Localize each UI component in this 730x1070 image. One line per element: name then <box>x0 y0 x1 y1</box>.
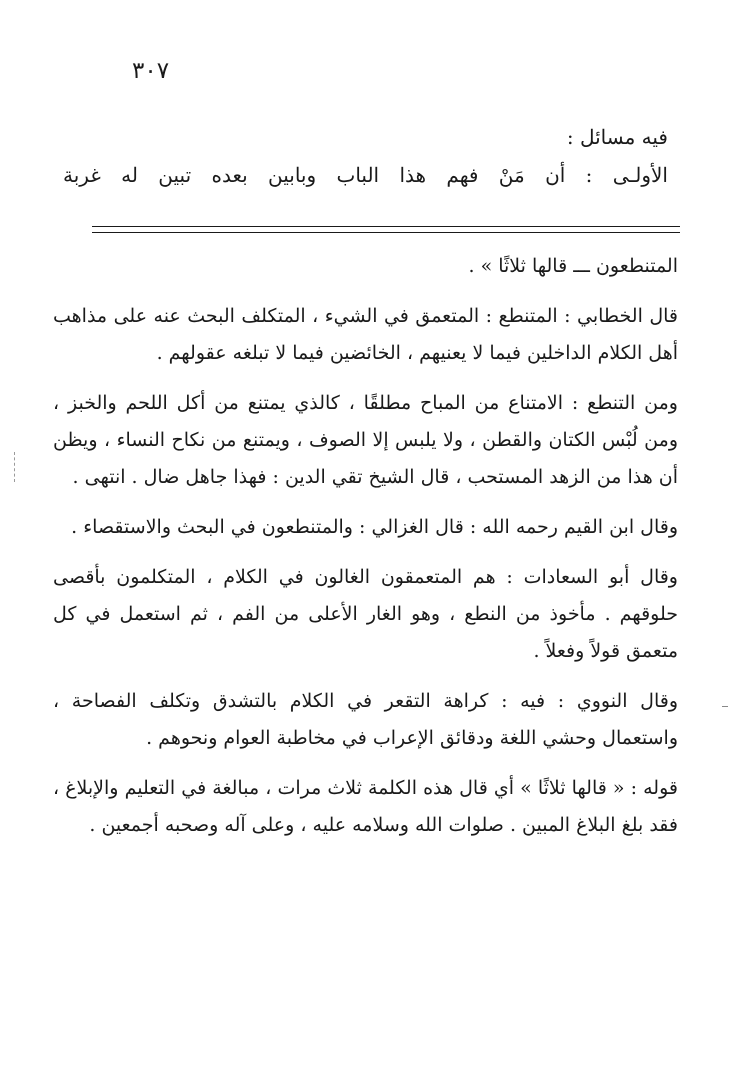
margin-scan-mark <box>14 452 15 482</box>
footnote-paragraph: قوله : « قالها ثلاثًا » أي قال هذه الكلمة ثلاث مرات ، مبالغة في التعليم والإبلاغ ، فقد بلغ البلاغ المبين . صلوات الله وسلامه عليه ، وعلى آله وصحبه أجمعين . <box>53 777 678 836</box>
footnotes <box>53 248 678 857</box>
main-line-2: الأولـى : أن مَنْ فهم هذا الباب وبابين بعده تبين له غربة <box>63 163 668 187</box>
edge-scan-mark <box>722 706 728 707</box>
footnote-paragraph: وقال أبو السعادات : هم المتعمقون الغالون في الكلام ، المتكلمون بأقصى حلوقهم . مأخوذ من النطع ، وهو الغار الأعلى من الفم ، ثم استعمل في كل متعمق قولاً وفعلاً . <box>53 566 678 662</box>
footnote-paragraph: ومن التنطع : الامتناع من المباح مطلقًا ، كالذي يمتنع من أكل اللحم والخبز ، ومن لُبْس الكتان والقطن ، ولا يلبس إلا الصوف ، ويمتنع من نكاح النساء ، ويظن أن هذا من الزهد المستحب ، قال الشيخ تقي الدين : فهذا جاهل ضال . انتهى . <box>53 392 678 488</box>
footnote-paragraph: وقال ابن القيم رحمه الله : قال الغزالي : والمتنطعون في البحث والاستقصاء . <box>71 516 678 538</box>
footnote-paragraph: المتنطعون ـــ قالها ثلاثًا » . <box>468 255 678 277</box>
main-line-1: فيه مسائل : <box>566 125 668 149</box>
footnote-paragraph: وقال النووي : فيه : كراهة التقعر في الكلام بالتشدق وتكلف الفصاحة ، واستعمال وحشي اللغة ودقائق الإعراب في مخاطبة العوام ونحوهم . <box>53 690 678 749</box>
main-text <box>63 118 668 194</box>
footnote-divider-bottom <box>92 232 680 233</box>
page-number: ٣٠٧ <box>132 58 170 84</box>
footnote-divider-top <box>92 226 680 227</box>
footnote-paragraph: قال الخطابي : المتنطع : المتعمق في الشيء ، المتكلف البحث عنه على مذاهب أهل الكلام الداخلين فيما لا يعنيهم ، الخائضين فيما لا تبلغه عقولهم . <box>53 305 678 364</box>
